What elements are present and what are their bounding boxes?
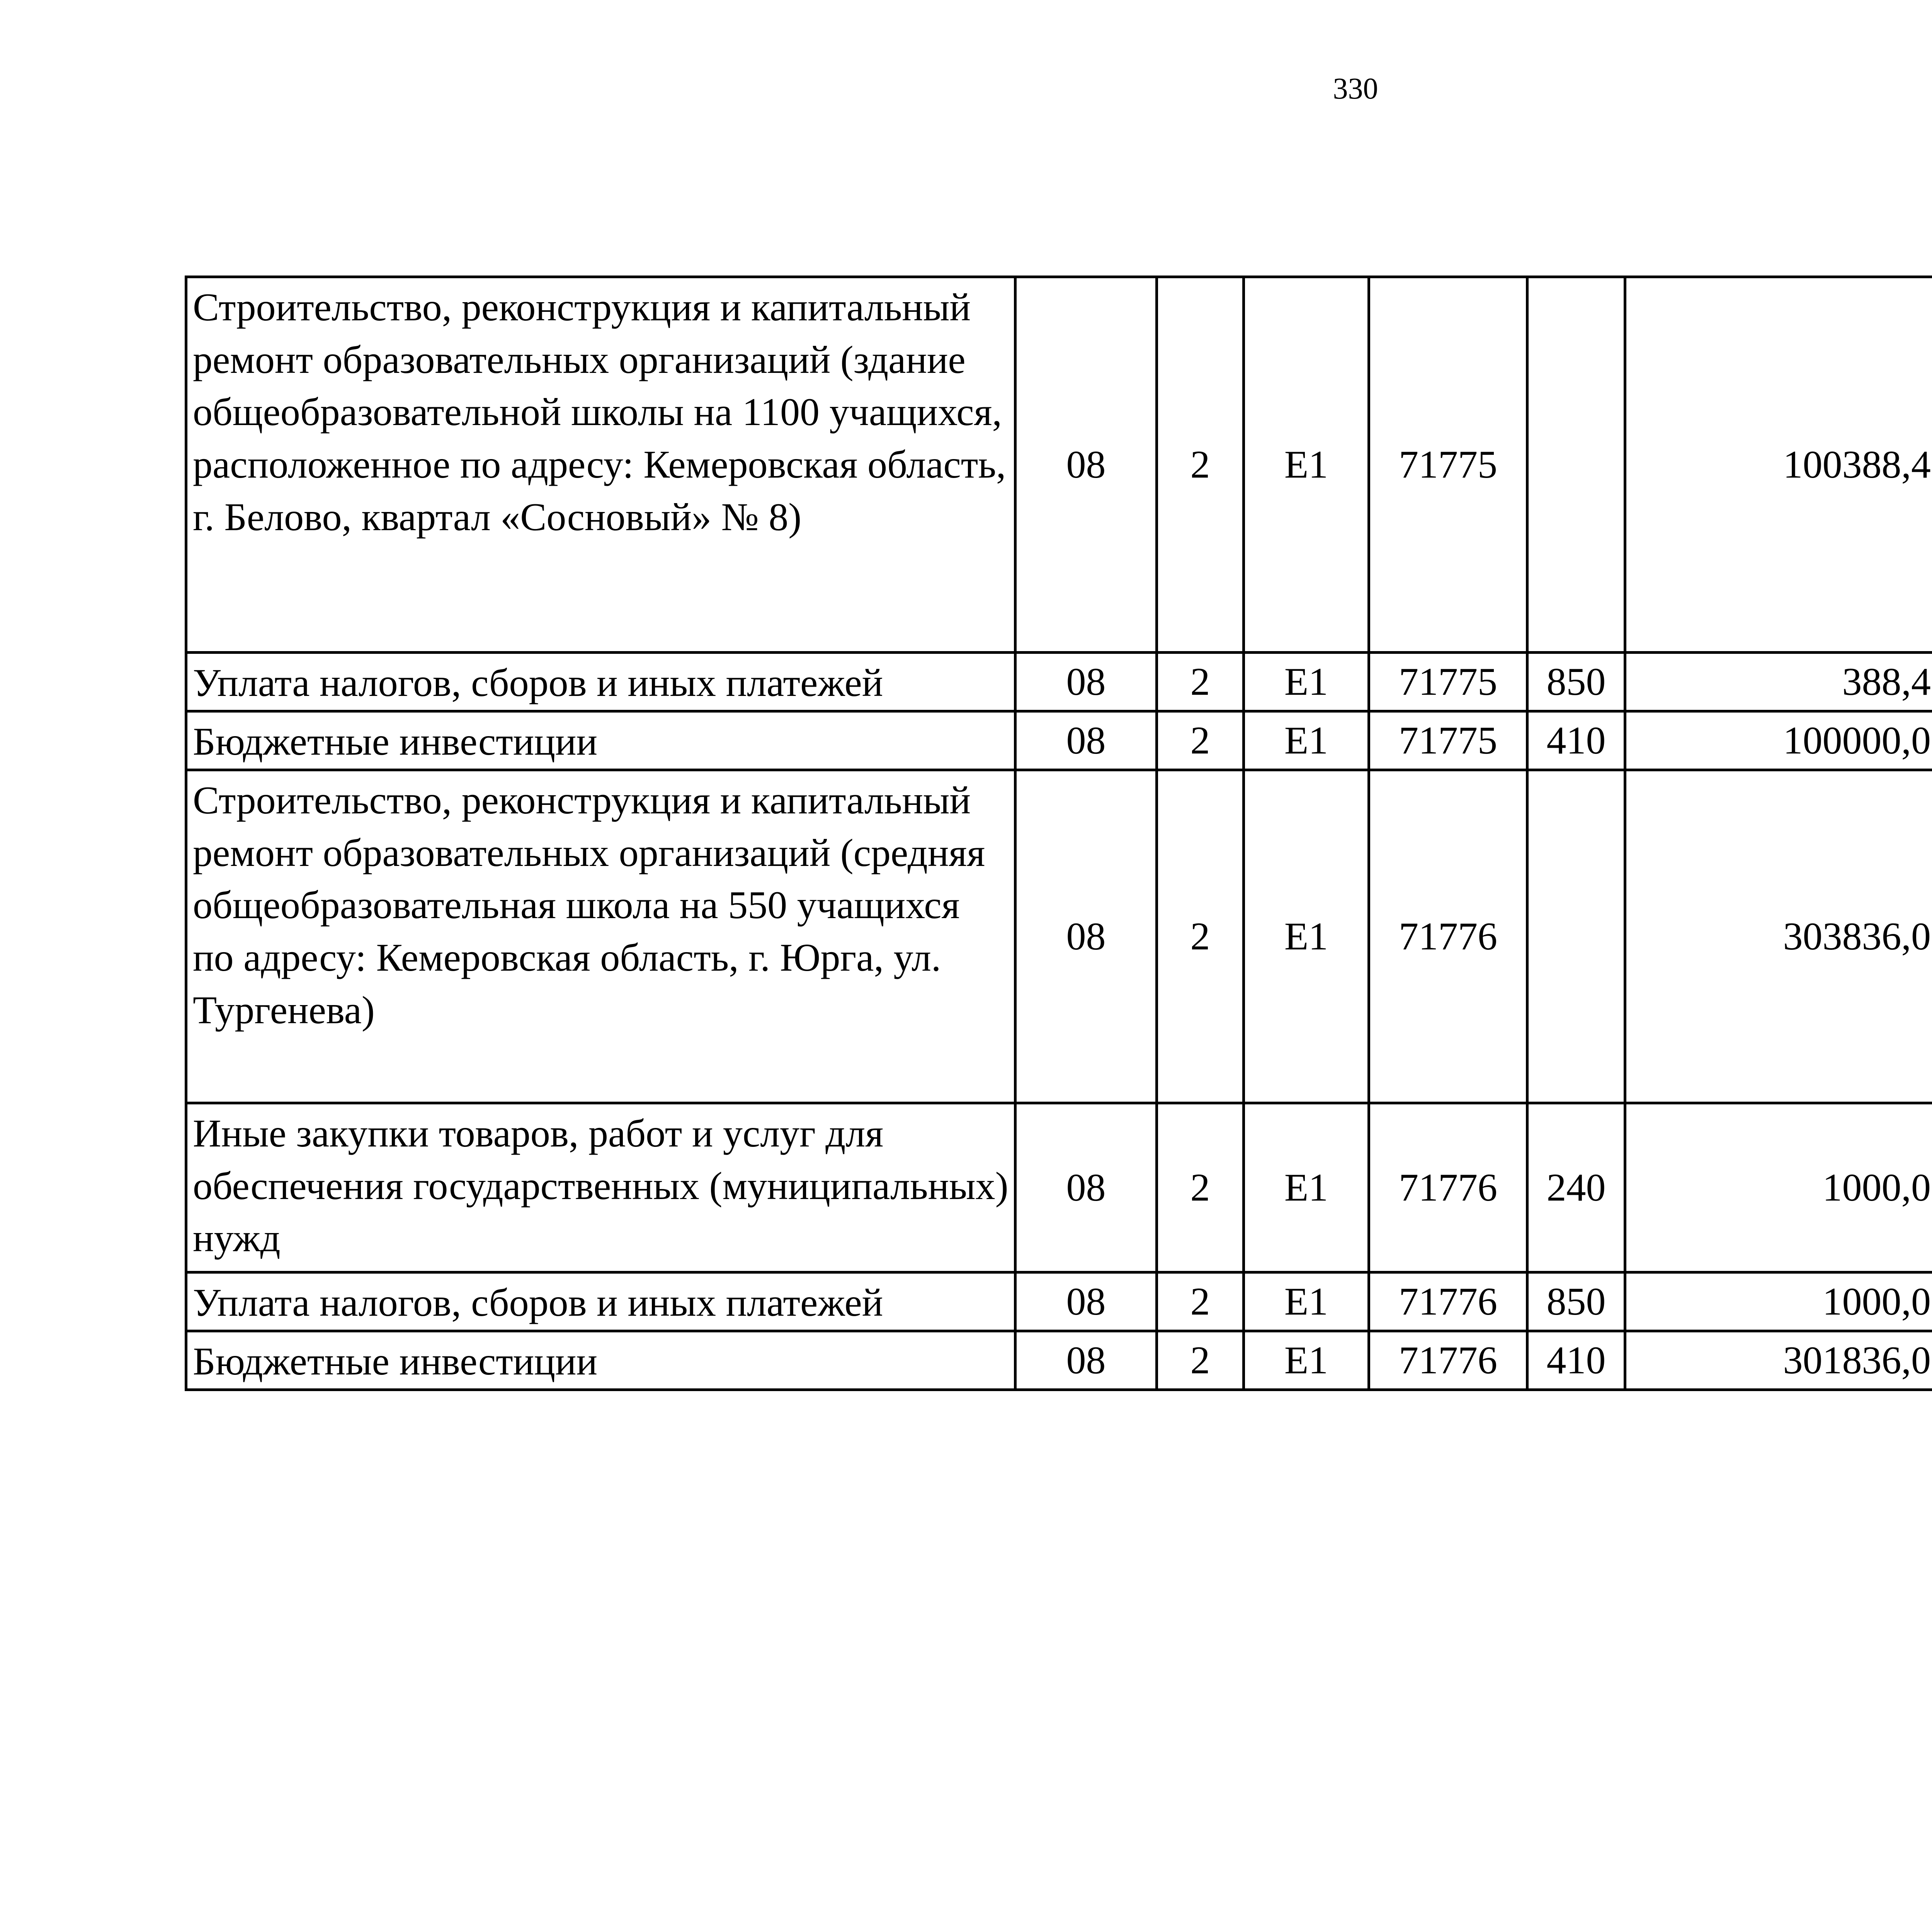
item-code-cell: 71776 <box>1369 770 1527 1103</box>
section-code-cell: 08 <box>1015 770 1157 1103</box>
expense-type-cell: 410 <box>1527 711 1625 770</box>
project-code-cell: Е1 <box>1244 653 1369 711</box>
expense-type-cell <box>1527 770 1625 1103</box>
row-name-cell: Иные закупки товаров, работ и услуг для обеспечения государственных (муниципальных) нужд <box>186 1103 1015 1272</box>
item-code-cell: 71776 <box>1369 1331 1527 1390</box>
project-code-cell: Е1 <box>1244 1331 1369 1390</box>
row-name-cell: Бюджетные инвестиции <box>186 1331 1015 1390</box>
item-code-cell: 71775 <box>1369 711 1527 770</box>
section-code-cell: 08 <box>1015 1331 1157 1390</box>
amount-1-cell: 1000,0 <box>1625 1103 1932 1272</box>
expense-type-cell: 850 <box>1527 1272 1625 1331</box>
section-code-cell: 08 <box>1015 277 1157 653</box>
table-row <box>186 711 1932 770</box>
expense-type-cell <box>1527 277 1625 653</box>
item-code-cell: 71776 <box>1369 1272 1527 1331</box>
row-name-cell: Уплата налогов, сборов и иных платежей <box>186 653 1015 711</box>
budget-table <box>185 276 1932 1391</box>
page-number: 330 <box>1333 71 1378 105</box>
item-code-cell: 71775 <box>1369 653 1527 711</box>
amount-1-cell: 388,4 <box>1625 653 1932 711</box>
amount-1-cell: 100388,4 <box>1625 277 1932 653</box>
expense-type-cell: 850 <box>1527 653 1625 711</box>
amount-1-cell: 1000,0 <box>1625 1272 1932 1331</box>
amount-1-cell: 303836,0 <box>1625 770 1932 1103</box>
project-code-cell: Е1 <box>1244 770 1369 1103</box>
table-row <box>186 770 1932 1103</box>
section-code-cell: 08 <box>1015 1103 1157 1272</box>
amount-1-cell: 301836,0 <box>1625 1331 1932 1390</box>
table-row <box>186 653 1932 711</box>
table-row <box>186 277 1932 653</box>
row-name-cell: Строительство, реконструкция и капитальный ремонт образовательных организаций (средняя общеобразовательная школа на 550 учащихся по адресу: Кемеровская область, г. Юрга, ул. Тургенева) <box>186 770 1015 1103</box>
project-code-cell: Е1 <box>1244 711 1369 770</box>
table-row <box>186 1103 1932 1272</box>
expense-type-cell: 410 <box>1527 1331 1625 1390</box>
program-code-cell: 2 <box>1157 277 1244 653</box>
section-code-cell: 08 <box>1015 711 1157 770</box>
item-code-cell: 71775 <box>1369 277 1527 653</box>
program-code-cell: 2 <box>1157 1331 1244 1390</box>
project-code-cell: Е1 <box>1244 1272 1369 1331</box>
program-code-cell: 2 <box>1157 1103 1244 1272</box>
project-code-cell: Е1 <box>1244 1103 1369 1272</box>
program-code-cell: 2 <box>1157 711 1244 770</box>
amount-1-cell: 100000,0 <box>1625 711 1932 770</box>
section-code-cell: 08 <box>1015 653 1157 711</box>
row-name-cell: Уплата налогов, сборов и иных платежей <box>186 1272 1015 1331</box>
row-name-cell: Строительство, реконструкция и капитальный ремонт образовательных организаций (здание общеобразовательной школы на 1100 учащихся, расположенное по адресу: Кемеровская область, г. Белово, квартал «Сосновый» № 8) <box>186 277 1015 653</box>
row-name-cell: Бюджетные инвестиции <box>186 711 1015 770</box>
section-code-cell: 08 <box>1015 1272 1157 1331</box>
expense-type-cell: 240 <box>1527 1103 1625 1272</box>
program-code-cell: 2 <box>1157 653 1244 711</box>
program-code-cell: 2 <box>1157 1272 1244 1331</box>
project-code-cell: Е1 <box>1244 277 1369 653</box>
program-code-cell: 2 <box>1157 770 1244 1103</box>
table-row <box>186 1331 1932 1390</box>
item-code-cell: 71776 <box>1369 1103 1527 1272</box>
table-row <box>186 1272 1932 1331</box>
